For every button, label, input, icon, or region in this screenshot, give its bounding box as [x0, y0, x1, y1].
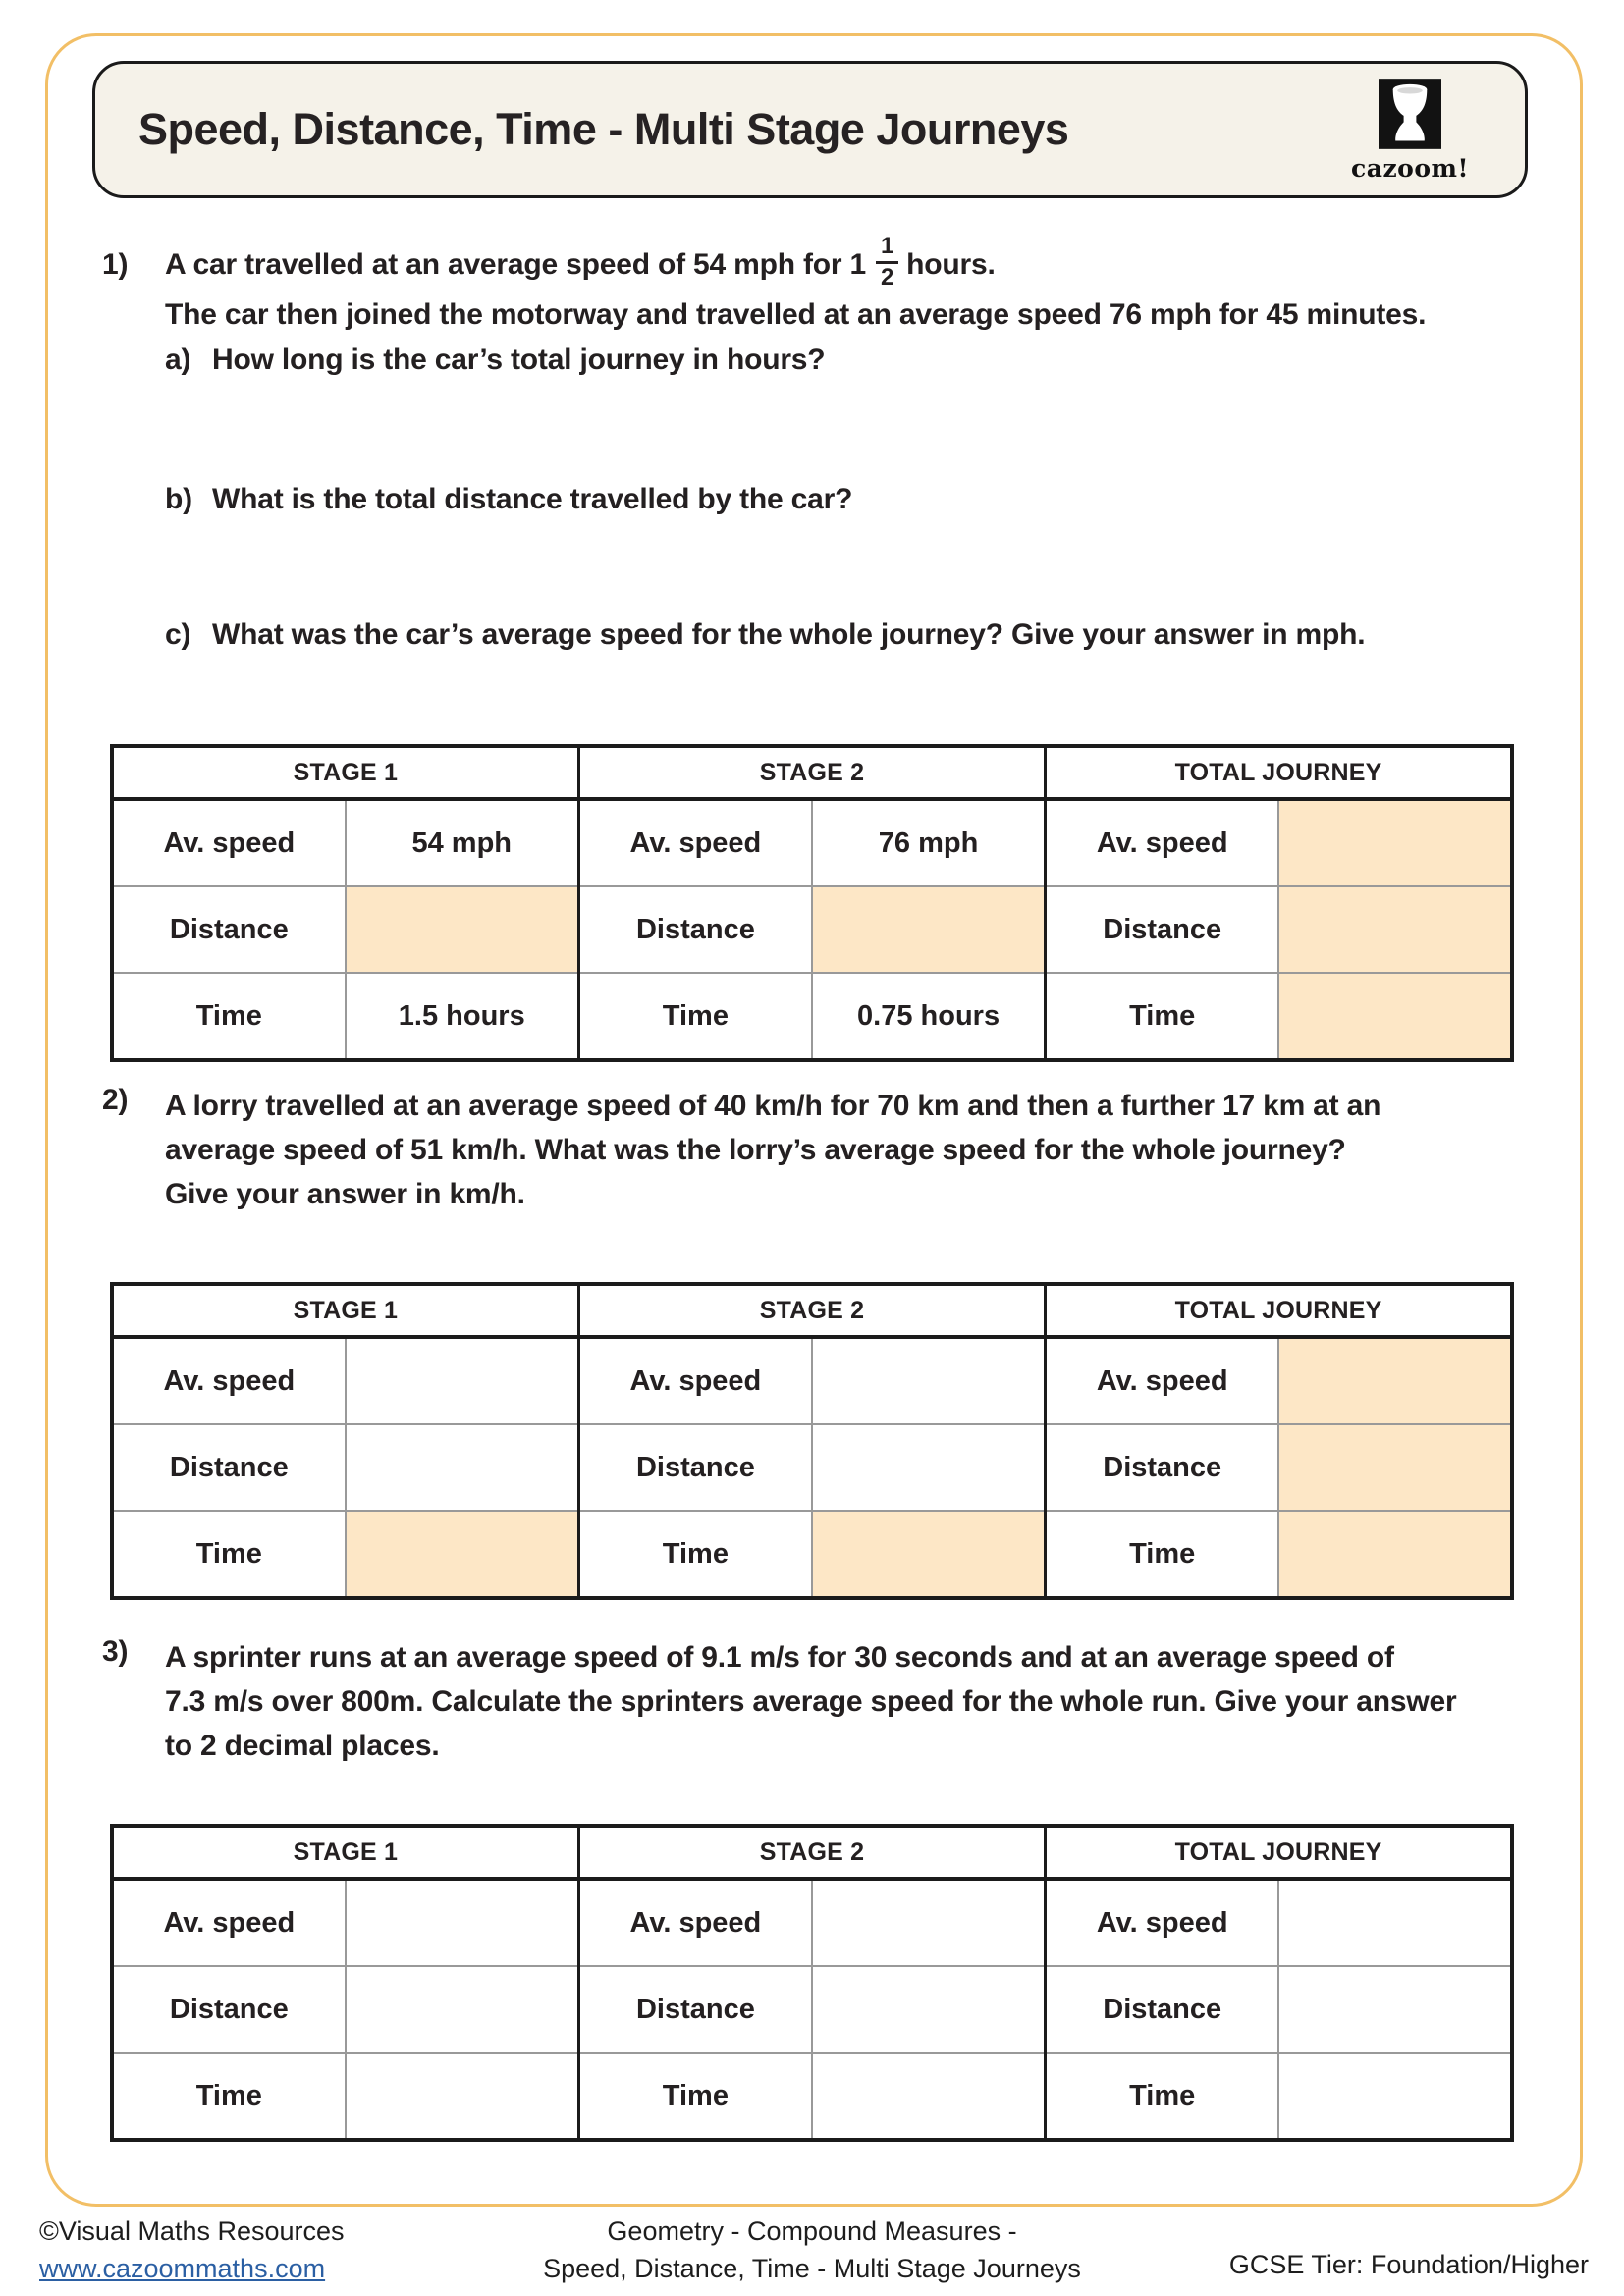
page-title: Speed, Distance, Time - Multi Stage Journeys: [138, 104, 1069, 154]
total-journey-header: TOTAL JOURNEY: [1046, 1826, 1512, 1879]
value-cell: [346, 1511, 579, 1598]
question-1-number: 1): [102, 248, 129, 281]
row-label: Time: [112, 973, 346, 1060]
value-cell: [1278, 1511, 1512, 1598]
value-cell: [812, 1337, 1046, 1424]
value-cell: [812, 1879, 1046, 1966]
row-label: Distance: [112, 1966, 346, 2053]
row-label: Av. speed: [1046, 1337, 1279, 1424]
stage1-header: STAGE 1: [112, 746, 578, 799]
value-cell: [346, 1966, 579, 2053]
row-label: Av. speed: [112, 799, 346, 886]
footer-topic-line-2: Speed, Distance, Time - Multi Stage Journeys: [543, 2254, 1081, 2283]
value-cell: 1.5 hours: [346, 973, 579, 1060]
table-row-distance: [112, 1424, 1512, 1511]
fraction-one-half: [876, 235, 898, 290]
fraction-numerator: 1: [876, 235, 898, 263]
question-1a-label: a): [165, 344, 191, 376]
row-label: Av. speed: [578, 1337, 812, 1424]
row-label: Av. speed: [112, 1337, 346, 1424]
question-3: [102, 1635, 1456, 1768]
row-label: Distance: [578, 886, 812, 973]
row-label: Distance: [112, 886, 346, 973]
row-label: Distance: [112, 1424, 346, 1511]
total-journey-header: TOTAL JOURNEY: [1046, 746, 1512, 799]
row-label: Time: [1046, 1511, 1279, 1598]
row-label: Distance: [1046, 1966, 1279, 2053]
stage-table-question-1: [110, 744, 1514, 1062]
value-cell: [1278, 1879, 1512, 1966]
row-label: Av. speed: [578, 1879, 812, 1966]
worksheet-header: [92, 61, 1528, 198]
table-row-time: [112, 1511, 1512, 1598]
stage2-header: STAGE 2: [578, 1826, 1045, 1879]
value-cell: [346, 1337, 579, 1424]
question-1b: [165, 483, 852, 516]
row-label: Time: [112, 2053, 346, 2140]
question-1a: [165, 344, 825, 377]
total-journey-header: TOTAL JOURNEY: [1046, 1284, 1512, 1337]
question-1a-text: How long is the car’s total journey in hours?: [212, 344, 826, 376]
row-label: Av. speed: [1046, 1879, 1279, 1966]
question-3-line-1: A sprinter runs at an average speed of 9.1 m/s for 30 seconds and at an average speed of: [165, 1641, 1394, 1674]
table-header-row: [112, 1826, 1512, 1879]
row-label: Time: [1046, 973, 1279, 1060]
question-1c: [165, 618, 1365, 652]
footer-tier: GCSE Tier: Foundation/Higher: [1228, 2250, 1589, 2279]
question-1c-label: c): [165, 618, 191, 651]
value-cell: [812, 886, 1046, 973]
value-cell: 0.75 hours: [812, 973, 1046, 1060]
stage2-header: STAGE 2: [578, 746, 1045, 799]
copyright-text: ©Visual Maths Resources: [39, 2216, 345, 2246]
table-row-av-speed: [112, 1337, 1512, 1424]
row-label: Time: [112, 1511, 346, 1598]
question-2: [102, 1084, 1380, 1216]
value-cell: 54 mph: [346, 799, 579, 886]
question-2-line-3: Give your answer in km/h.: [165, 1178, 525, 1210]
question-1-line-2: The car then joined the motorway and travelled at an average speed 76 mph for 45 minutes.: [165, 298, 1427, 331]
value-cell: [1278, 799, 1512, 886]
row-label: Time: [578, 973, 812, 1060]
cazoom-logo-text: cazoom!: [1351, 154, 1469, 183]
cazoom-logo: [1336, 76, 1484, 183]
table-row-time: [112, 973, 1512, 1060]
question-2-number: 2): [102, 1084, 129, 1116]
table-row-distance: [112, 886, 1512, 973]
stage-table-question-2: [110, 1282, 1514, 1600]
value-cell: [1278, 1966, 1512, 2053]
cazoom-vase-icon: [1379, 76, 1441, 152]
question-3-line-2: 7.3 m/s over 800m. Calculate the sprinters average speed for the whole run. Give your answer: [165, 1685, 1457, 1718]
website-link[interactable]: www.cazoommaths.com: [39, 2254, 326, 2283]
value-cell: [1278, 886, 1512, 973]
value-cell: [346, 2053, 579, 2140]
table-row-distance: [112, 1966, 1512, 2053]
value-cell: [1278, 1424, 1512, 1511]
table-header-row: [112, 1284, 1512, 1337]
table-header-row: [112, 746, 1512, 799]
question-1b-label: b): [165, 483, 192, 515]
question-2-line-1: A lorry travelled at an average speed of 40 km/h for 70 km and then a further 17 km at an: [165, 1090, 1381, 1122]
value-cell: [346, 1879, 579, 1966]
value-cell: [812, 1511, 1046, 1598]
row-label: Av. speed: [1046, 799, 1279, 886]
value-cell: [346, 1424, 579, 1511]
question-3-line-3: to 2 decimal places.: [165, 1730, 440, 1762]
row-label: Distance: [1046, 1424, 1279, 1511]
stage1-header: STAGE 1: [112, 1826, 578, 1879]
row-label: Av. speed: [578, 799, 812, 886]
table-row-av-speed: [112, 1879, 1512, 1966]
value-cell: [812, 1424, 1046, 1511]
value-cell: [812, 2053, 1046, 2140]
question-2-line-2: average speed of 51 km/h. What was the lorry’s average speed for the whole journey?: [165, 1134, 1346, 1166]
value-cell: [346, 886, 579, 973]
row-label: Distance: [1046, 886, 1279, 973]
value-cell: 76 mph: [812, 799, 1046, 886]
row-label: Distance: [578, 1966, 812, 2053]
stage1-header: STAGE 1: [112, 1284, 578, 1337]
row-label: Time: [578, 1511, 812, 1598]
row-label: Av. speed: [112, 1879, 346, 1966]
question-1b-text: What is the total distance travelled by the car?: [212, 483, 853, 515]
value-cell: [1278, 2053, 1512, 2140]
footer-topic-line-1: Geometry - Compound Measures -: [607, 2216, 1017, 2246]
question-1-text-pre: A car travelled at an average speed of 54 mph for 1: [165, 248, 866, 281]
question-1c-text: What was the car’s average speed for the whole journey? Give your answer in mph.: [212, 618, 1366, 651]
value-cell: [1278, 1337, 1512, 1424]
question-1-text-post: hours.: [906, 248, 996, 281]
row-label: Time: [578, 2053, 812, 2140]
value-cell: [1278, 973, 1512, 1060]
table-row-time: [112, 2053, 1512, 2140]
stage-table-question-3: [110, 1824, 1514, 2142]
row-label: Distance: [578, 1424, 812, 1511]
row-label: Time: [1046, 2053, 1279, 2140]
stage2-header: STAGE 2: [578, 1284, 1045, 1337]
question-3-number: 3): [102, 1635, 129, 1668]
value-cell: [812, 1966, 1046, 2053]
table-row-av-speed: [112, 799, 1512, 886]
fraction-denominator: 2: [880, 263, 894, 291]
